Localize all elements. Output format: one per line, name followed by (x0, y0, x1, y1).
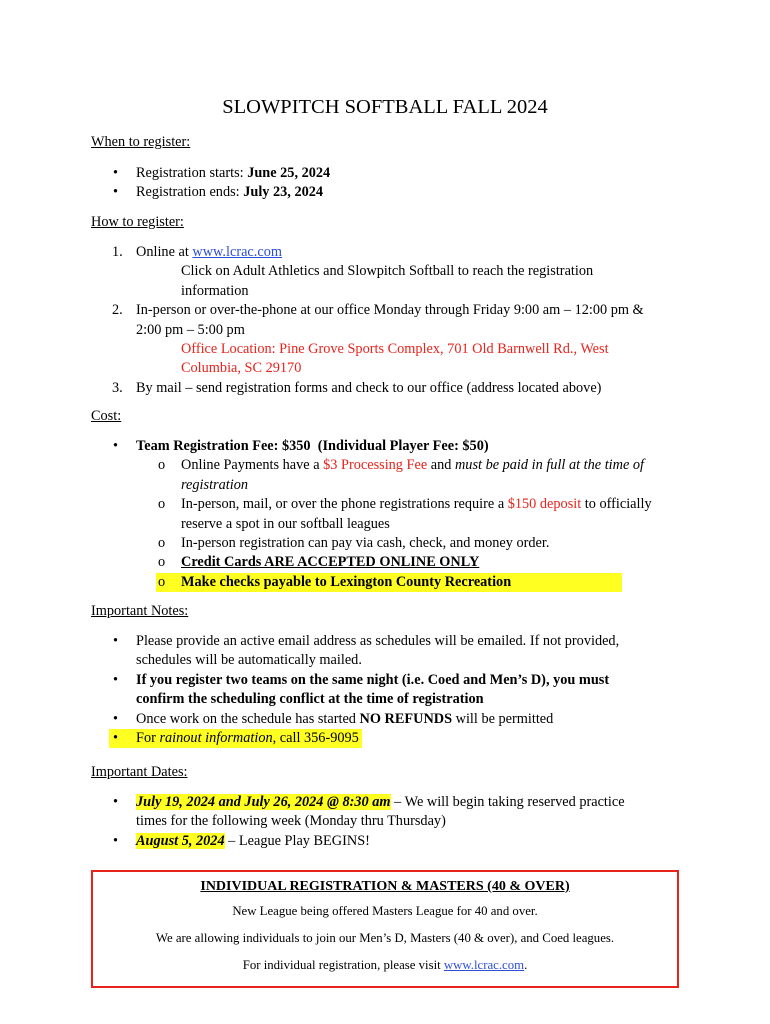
dates-list (91, 793, 691, 851)
sub-item: o In-person registration can pay via cash, check, and money order. (158, 535, 550, 552)
start-date: June 25, 2024 (247, 165, 331, 181)
list-item-cont: times for the following week (Monday thru Thursday) (136, 813, 446, 830)
list-item: 1. Online at www.lcrac.com (112, 244, 282, 260)
list-item: • July 19, 2024 and July 26, 2024 @ 8:30 am – We will begin taking reserved practice (113, 794, 625, 810)
team-fee: Team Registration Fee: $350 (Individual Player Fee: $50) (136, 438, 489, 454)
how-heading: How to register: (91, 214, 184, 230)
checks-payable-note: Make checks payable to Lexington County Recreation (181, 573, 512, 590)
list-item: • For rainout information, call 356-9095 (91, 729, 691, 748)
individual-registration-box (91, 870, 679, 988)
list-item: • Please provide an active email address as schedules will be emailed. If not provided, (113, 633, 620, 649)
list-item: • August 5, 2024 – League Play BEGINS! (113, 832, 370, 849)
sub-item-cont: registration (181, 476, 248, 493)
sub-item: o Online Payments have a $3 Processing Fee and must be paid in full at the time of (158, 457, 645, 474)
sub-item: o Credit Cards ARE ACCEPTED ONLINE ONLY (158, 554, 480, 571)
list-item-cont: confirm the scheduling conflict at the time of registration (136, 691, 484, 708)
list-item: 3. By mail – send registration forms and check to our office (address located above) (112, 379, 602, 396)
box-line: For individual registration, please visit www.lcrac.com. (242, 958, 528, 972)
list-item: • If you register two teams on the same night (i.e. Coed and Men’s D), you must (113, 671, 610, 688)
list-item-detail: Click on Adult Athletics and Slowpitch Softball to reach the registration (181, 263, 594, 280)
cost-list (91, 437, 691, 592)
rainout-note: For rainout information, call 356-9095 (136, 730, 359, 747)
page-title: SLOWPITCH SOFTBALL FALL 2024 (222, 96, 548, 118)
box-line: New League being offered Masters League for 40 and over. (232, 904, 538, 918)
list-item: • Once work on the schedule has started NO REFUNDS will be permitted (113, 710, 554, 727)
list-item-cont: 2:00 pm – 5:00 pm (136, 321, 245, 338)
sub-item: o In-person, mail, or over the phone registrations require a $150 deposit to officially (158, 496, 652, 513)
notes-list (91, 632, 691, 748)
league-start-date: August 5, 2024 (136, 832, 225, 849)
office-location: Office Location: Pine Grove Sports Complex, 701 Old Barnwell Rd., West (181, 341, 609, 358)
cost-heading: Cost: (91, 408, 122, 424)
lcrac-link[interactable]: www.lcrac.com (443, 958, 525, 972)
sub-item: o Make checks payable to Lexington County Recreation (91, 573, 691, 592)
sub-item-cont: reserve a spot in our softball leagues (181, 515, 390, 532)
lcrac-link[interactable]: www.lcrac.com (192, 244, 282, 260)
list-item: • Registration ends: July 23, 2024 (113, 184, 324, 201)
credit-cards-note: Credit Cards ARE ACCEPTED ONLINE ONLY (181, 554, 480, 571)
end-date: July 23, 2024 (243, 184, 324, 201)
when-heading: When to register: (91, 134, 191, 150)
dates-heading: Important Dates: (91, 764, 188, 780)
when-list (91, 164, 691, 203)
how-list (91, 243, 691, 398)
notes-heading: Important Notes: (91, 603, 189, 619)
list-item-detail: information (181, 282, 249, 299)
office-location-cont: Columbia, SC 29170 (181, 360, 302, 377)
box-heading: INDIVIDUAL REGISTRATION & MASTERS (40 & OVER) (200, 879, 570, 894)
list-item: • Team Registration Fee: $350 (Individual Player Fee: $50) (113, 438, 489, 454)
list-item-cont: schedules will be automatically mailed. (136, 652, 362, 669)
practice-dates: July 19, 2024 and July 26, 2024 @ 8:30 am (136, 794, 391, 810)
box-line: We are allowing individuals to join our Men’s D, Masters (40 & over), and Coed leagues. (155, 931, 615, 945)
list-item: • Registration starts: June 25, 2024 (113, 165, 331, 181)
list-item: 2. In-person or over-the-phone at our office Monday through Friday 9:00 am – 12:00 pm & (112, 302, 644, 319)
